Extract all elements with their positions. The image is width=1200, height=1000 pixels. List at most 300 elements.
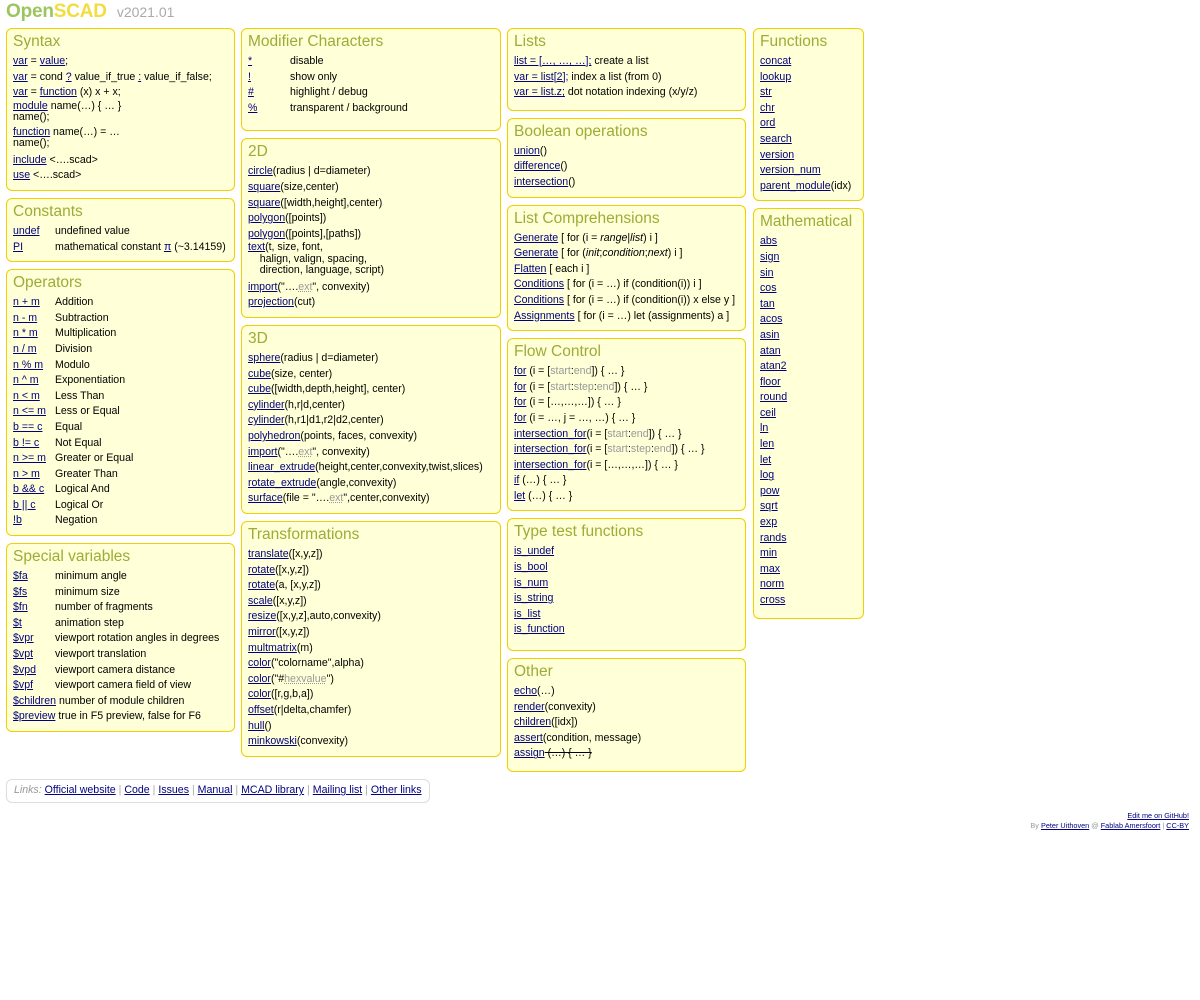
list-item: import("….ext", convexity) [248, 280, 370, 293]
link-separator: | [152, 784, 156, 796]
math-function-link[interactable]: floor [760, 375, 781, 388]
footer-link[interactable]: Manual [197, 784, 233, 796]
function-link[interactable]: str [760, 86, 772, 99]
table-row: PI mathematical constant π (~3.14159) [13, 240, 226, 253]
operator-link[interactable]: !b [13, 514, 22, 527]
children-line: $children number of module children [13, 694, 185, 707]
other-function-link[interactable]: render [514, 700, 545, 713]
table-row [13, 513, 133, 529]
table-row [13, 647, 219, 663]
list-item: linear_extrude(height,center,convexity,twist,slices) [248, 461, 483, 474]
list-item [760, 132, 857, 148]
import-link[interactable]: import [248, 445, 278, 458]
rotate-extrude-link[interactable]: rotate_extrude [248, 476, 317, 489]
table-row [13, 404, 133, 420]
function-link[interactable]: version_num [760, 164, 821, 177]
generate-link[interactable]: Generate [514, 247, 559, 260]
table-row [13, 311, 133, 327]
2d-title: 2D [248, 143, 268, 161]
list-item [760, 116, 857, 132]
link-separator: | [118, 784, 122, 796]
special-var-link[interactable]: $vpf [13, 679, 34, 692]
syntax-line-2: var = cond ? value_if_true : value_if_false; [13, 70, 212, 83]
transform-link[interactable]: rotate [248, 563, 276, 576]
table-row [248, 101, 408, 117]
operator-link[interactable]: b != c [13, 436, 40, 449]
let-link[interactable]: let [514, 489, 526, 502]
list-item [760, 234, 857, 250]
intersection-for-link[interactable]: intersection_for [514, 443, 587, 456]
list-item: offset(r|delta,chamfer) [248, 703, 352, 716]
modifier-desc: highlight / debug [290, 86, 368, 99]
math-function-link[interactable]: round [760, 391, 788, 404]
list-item [760, 281, 857, 297]
projection-link[interactable]: projection [248, 296, 294, 309]
special-var-desc: animation step [55, 616, 124, 629]
cylinder-link[interactable]: cylinder [248, 398, 285, 411]
conditions-link[interactable]: Conditions [514, 293, 565, 306]
list-item [760, 250, 857, 266]
list-item [760, 266, 857, 282]
type-test-link[interactable]: is_string [514, 592, 554, 605]
list-item: assert(condition, message) [514, 731, 642, 744]
table-row [13, 224, 226, 240]
modifier-link[interactable]: % [248, 101, 258, 114]
other-function-link[interactable]: echo [514, 685, 537, 698]
footer-link[interactable]: Mailing list [312, 784, 363, 796]
list-item: scale([x,y,z]) [248, 594, 307, 607]
intersection-for-link[interactable]: intersection_for [514, 427, 587, 440]
operator-link[interactable]: b || c [13, 498, 36, 511]
polygon-link[interactable]: polygon [248, 227, 286, 240]
transformations-list [248, 547, 494, 672]
constant-link[interactable]: undef [13, 224, 40, 237]
circle-link[interactable]: circle [248, 165, 273, 178]
transform-link[interactable]: color [248, 688, 271, 701]
preview-line: $preview true in F5 preview, false for F6 [13, 710, 201, 723]
list-item: projection(cut) [248, 296, 316, 309]
list-item [760, 148, 857, 164]
functions-title: Functions [760, 33, 828, 50]
for-link[interactable]: for [514, 380, 527, 393]
function-link[interactable]: concat [760, 55, 792, 67]
boolean-link[interactable]: union [514, 144, 540, 157]
functions-card [753, 28, 864, 201]
mathematical-title: Mathematical [760, 213, 853, 231]
list-item [760, 546, 857, 562]
list-item [760, 344, 857, 360]
math-function-link[interactable]: atan2 [760, 360, 787, 373]
function-link[interactable]: chr [760, 101, 775, 114]
syntax-line-7: use <….scad> [13, 169, 82, 182]
list-item [760, 54, 857, 70]
syntax-line-4: module name(…) { … } name(); [13, 99, 122, 124]
list-item: color("colorname",alpha) [248, 657, 364, 670]
math-function-link[interactable]: pow [760, 484, 780, 497]
polygon-link[interactable]: polygon [248, 212, 286, 225]
transform-link[interactable]: mirror [248, 625, 276, 638]
list-item: cube(size, center) [248, 367, 333, 380]
operators-table [13, 295, 133, 529]
operator-link[interactable]: n > m [13, 467, 40, 480]
modifier-link[interactable]: * [248, 55, 253, 67]
list-item [760, 562, 857, 578]
square-link[interactable]: square [248, 180, 281, 193]
table-row [248, 54, 408, 70]
function-link[interactable]: lookup [760, 70, 792, 83]
list-item: let (…) { … } [514, 489, 573, 502]
function-link[interactable]: ord [760, 117, 776, 130]
special-var-link[interactable]: $vpr [13, 632, 34, 645]
other-card [507, 658, 746, 772]
transform-link[interactable]: offset [248, 703, 274, 716]
syntax-var-link[interactable]: var [13, 70, 28, 83]
3d-card [241, 325, 501, 514]
list-item: square([width,height],center) [248, 196, 383, 209]
for-link[interactable]: for [514, 411, 527, 424]
cube-link[interactable]: cube [248, 367, 271, 380]
syntax-line-3: var = function (x) x + x; [13, 86, 121, 99]
operator-desc: Logical Or [55, 498, 104, 511]
type-test-title: Type test functions [514, 523, 644, 541]
operator-link[interactable]: n * m [13, 327, 38, 340]
special-variables-title: Special variables [13, 548, 131, 566]
table-row [13, 420, 133, 436]
flatten-link[interactable]: Flatten [514, 262, 547, 275]
list-comprehensions-card [507, 205, 746, 332]
list-item: color("#hexvalue") [248, 672, 334, 685]
version-label: v2021.01 [116, 4, 175, 20]
parent-module-link[interactable]: parent_module [760, 179, 831, 192]
operator-desc: Greater or Equal [55, 452, 134, 465]
math-function-link[interactable]: asin [760, 328, 780, 341]
operators-card [6, 269, 235, 536]
math-function-link[interactable]: cos [760, 282, 777, 295]
intersection-for-link[interactable]: intersection_for [514, 458, 587, 471]
mathematical-card [753, 208, 864, 618]
math-function-link[interactable]: max [760, 562, 781, 575]
surface-link[interactable]: surface [248, 492, 283, 505]
list-item [760, 577, 857, 593]
special-var-link[interactable]: $vpd [13, 663, 36, 676]
list-item [760, 468, 857, 484]
conditions-link[interactable]: Conditions [514, 278, 565, 291]
math-function-link[interactable]: tan [760, 297, 775, 310]
boolean-link[interactable]: difference [514, 160, 561, 173]
list-item [760, 70, 857, 86]
column-2 [241, 28, 501, 764]
operator-link[interactable]: b && c [13, 483, 45, 496]
list-item: Generate [ for (i = range|list) i ] [514, 231, 658, 244]
cylinder-link[interactable]: cylinder [248, 414, 285, 427]
link-separator: | [307, 784, 310, 796]
math-function-link[interactable]: atan [760, 344, 781, 357]
list-create-link[interactable]: list = […, …, …]; [514, 55, 592, 67]
special-var-desc: viewport translation [55, 648, 147, 661]
special-var-link[interactable]: $children [13, 694, 56, 707]
operator-desc: Less or Equal [55, 405, 120, 418]
list-item [760, 101, 857, 117]
table-row [13, 451, 133, 467]
list-item: Conditions [ for (i = …) if (condition(i)) x else y ] [514, 293, 736, 306]
list-item: square(size,center) [248, 180, 339, 193]
boolean-list [514, 144, 739, 191]
footer: Edit me on GitHub! By Peter Uithoven @ Fablab Amersfoort | CC-BY [1030, 811, 1189, 830]
list-item: cylinder(h,r|d,center) [248, 398, 345, 411]
square-link[interactable]: square [248, 196, 281, 209]
operator-desc: Negation [55, 514, 98, 527]
list-item: Flatten [ each i ] [514, 262, 590, 275]
math-function-link[interactable]: log [760, 469, 775, 482]
list-item: Assignments [ for (i = …) let (assignments) a ] [514, 309, 730, 322]
constant-link[interactable]: PI [13, 240, 24, 253]
operator-link[interactable]: n + m [13, 296, 40, 309]
type-test-link[interactable]: is_list [514, 607, 541, 620]
if-link[interactable]: if [514, 474, 520, 487]
math-function-link[interactable]: sign [760, 250, 780, 263]
operator-desc: Exponentiation [55, 374, 126, 387]
operator-link[interactable]: n % m [13, 358, 44, 371]
links-bar [6, 779, 430, 803]
list-item: echo(…) [514, 685, 555, 698]
other-function-link[interactable]: children [514, 716, 552, 729]
other-list [514, 684, 739, 746]
transform-link[interactable]: translate [248, 547, 289, 560]
type-test-link[interactable]: is_num [514, 576, 549, 589]
math-function-link[interactable]: sqrt [760, 500, 778, 513]
operator-link[interactable]: b == c [13, 420, 43, 433]
math-function-link[interactable]: let [760, 453, 772, 466]
other-title: Other [514, 663, 553, 681]
table-row [13, 373, 133, 389]
mathematical-list [760, 234, 857, 608]
special-var-link[interactable]: $fn [13, 601, 28, 614]
math-function-link[interactable]: sin [760, 266, 774, 279]
sphere-link[interactable]: sphere [248, 352, 281, 365]
type-test-link[interactable]: is_undef [514, 545, 555, 558]
syntax-module-link[interactable]: module [13, 99, 48, 112]
special-var-desc: viewport camera field of view [55, 679, 192, 692]
list-item: union() [514, 144, 547, 157]
math-function-link[interactable]: abs [760, 235, 778, 248]
operator-link[interactable]: n >= m [13, 452, 46, 465]
type-test-card [507, 518, 746, 651]
edit-on-github-link[interactable]: Edit me on GitHub! [1127, 811, 1189, 820]
modifier-link[interactable]: # [248, 86, 254, 99]
footer-link[interactable]: MCAD library [241, 784, 305, 796]
list-item: var = list.z; dot notation indexing (x/y/z) [514, 86, 698, 99]
list-item [760, 375, 857, 391]
operator-link[interactable]: n <= m [13, 405, 46, 418]
list-item [760, 437, 857, 453]
footer-link[interactable]: Other links [370, 784, 422, 796]
list-item [760, 406, 857, 422]
footer-link[interactable]: Official website [44, 784, 116, 796]
table-row [13, 498, 133, 514]
operator-link[interactable]: n / m [13, 342, 37, 355]
transformations-title: Transformations [248, 525, 360, 543]
list-item: resize([x,y,z],auto,convexity) [248, 610, 381, 623]
list-item: polygon([points]) [248, 212, 327, 225]
author-link[interactable]: Peter Uithoven [1040, 821, 1090, 830]
flow-control-card [507, 338, 746, 511]
cube-link[interactable]: cube [248, 383, 271, 396]
math-function-link[interactable]: exp [760, 516, 778, 529]
title-scad: SCAD [53, 1, 107, 22]
list-index-link[interactable]: var = list[2]; [514, 70, 569, 83]
transform-link[interactable]: scale [248, 594, 273, 607]
syntax-title: Syntax [13, 33, 61, 50]
list-item: intersection_for(i = [start:end]) { … } [514, 427, 682, 440]
title-open: Open [6, 1, 54, 22]
list-item: multmatrix(m) [248, 641, 313, 654]
generate-link[interactable]: Generate [514, 231, 559, 244]
table-row [13, 389, 133, 405]
syntax-include-link[interactable]: include [13, 153, 47, 166]
modifier-table [248, 54, 408, 116]
transform-link[interactable]: minkowski [248, 735, 297, 748]
type-test-link[interactable]: is_function [514, 623, 565, 636]
list-item: minkowski(convexity) [248, 735, 349, 748]
operator-link[interactable]: n < m [13, 389, 40, 402]
math-function-link[interactable]: ln [760, 422, 769, 435]
special-var-link[interactable]: $vpt [13, 648, 34, 661]
flow-control-title: Flow Control [514, 343, 601, 361]
link-separator: | [365, 784, 368, 796]
math-function-link[interactable]: cross [760, 594, 786, 606]
page-header [6, 1, 174, 25]
transform-link[interactable]: hull [248, 719, 265, 732]
operator-link[interactable]: n - m [13, 311, 38, 324]
list-item: cube([width,depth,height], center) [248, 383, 406, 396]
type-test-list [514, 544, 739, 638]
list-item [760, 328, 857, 344]
list-item [760, 390, 857, 406]
table-row [13, 467, 133, 483]
type-test-link[interactable]: is_bool [514, 561, 548, 574]
function-link[interactable]: search [760, 132, 792, 145]
list-item [514, 560, 739, 576]
import-link[interactable]: import [248, 280, 278, 293]
assignments-link[interactable]: Assignments [514, 309, 575, 322]
syntax-function-link[interactable]: function [39, 86, 77, 99]
special-var-link[interactable]: $fa [13, 570, 28, 583]
polyhedron-link[interactable]: polyhedron [248, 430, 301, 442]
text-link[interactable]: text [248, 241, 266, 254]
for-link[interactable]: for [514, 365, 527, 378]
pi-link[interactable]: π [163, 240, 172, 253]
for-link[interactable]: for [514, 396, 527, 409]
math-function-link[interactable]: len [760, 438, 775, 451]
list-item: if (…) { … } [514, 474, 567, 487]
list-item [514, 607, 739, 623]
footer-link[interactable]: Code [124, 784, 150, 796]
syntax-var-link[interactable]: var [13, 55, 28, 67]
special-var-link[interactable]: $preview [13, 710, 56, 723]
list-item: intersection_for(i = [start:step:end]) { … } [514, 443, 705, 456]
special-var-desc: viewport camera distance [55, 663, 176, 676]
table-row [13, 436, 133, 452]
list-item [760, 453, 857, 469]
list-item: rotate(a, [x,y,z]) [248, 579, 321, 592]
math-function-link[interactable]: norm [760, 578, 785, 591]
list-item [760, 163, 857, 179]
list-item: surface(file = "….ext",center,convexity) [248, 492, 430, 505]
list-item: text(t, size, font, halign, valign, spacing, direction, language, script) [248, 241, 385, 277]
math-function-link[interactable]: ceil [760, 406, 776, 419]
operator-desc: Logical And [55, 483, 110, 496]
syntax-value-link[interactable]: value [39, 55, 66, 67]
syntax-ternary-colon-link[interactable]: : [138, 70, 142, 83]
lists-title: Lists [514, 33, 546, 50]
function-link[interactable]: version [760, 148, 795, 161]
operator-link[interactable]: n ^ m [13, 374, 39, 387]
boolean-title: Boolean operations [514, 122, 648, 140]
transform-link[interactable]: color [248, 657, 271, 670]
transform-link[interactable]: rotate [248, 579, 276, 592]
list-item [760, 297, 857, 313]
list-item [760, 359, 857, 375]
operator-desc: Modulo [55, 358, 90, 371]
list-item: circle(radius | d=diameter) [248, 165, 371, 178]
list-dot-link[interactable]: var = list.z; [514, 86, 565, 99]
list-item: polygon([points],[paths]) [248, 227, 362, 240]
operator-desc: Greater Than [55, 467, 118, 480]
math-function-link[interactable]: rands [760, 531, 787, 544]
other-function-link[interactable]: assert [514, 731, 543, 744]
assign-link[interactable]: assign [514, 747, 545, 760]
special-var-link[interactable]: $t [13, 616, 22, 629]
transformations-list [248, 687, 494, 749]
linear-extrude-link[interactable]: linear_extrude [248, 461, 316, 474]
math-function-link[interactable]: min [760, 547, 778, 560]
modifier-title: Modifier Characters [248, 33, 384, 50]
table-row [13, 678, 219, 694]
special-var-desc: viewport rotation angles in degrees [55, 632, 220, 645]
list-item [760, 593, 857, 609]
list-item: rotate([x,y,z]) [248, 563, 310, 576]
fablab-link[interactable]: Fablab Amersfoort [1100, 821, 1161, 830]
syntax-line-1: var = value; [13, 55, 69, 67]
syntax-var-link[interactable]: var [13, 86, 28, 99]
modifier-link[interactable]: ! [248, 70, 251, 83]
list-item [760, 484, 857, 500]
transform-link[interactable]: multmatrix [248, 641, 297, 654]
special-var-link[interactable]: $fs [13, 585, 28, 598]
lists-card [507, 28, 746, 111]
column-1 [6, 28, 235, 739]
list-item: difference() [514, 160, 568, 173]
list-item: for (i = …, j = …, …) { … } [514, 411, 636, 424]
math-function-link[interactable]: acos [760, 313, 783, 326]
license-link[interactable]: CC-BY [1166, 821, 1189, 830]
syntax-use-link[interactable]: use [13, 169, 31, 182]
3d-title: 3D [248, 330, 268, 348]
list-item: var = list[2]; index a list (from 0) [514, 70, 662, 83]
list-item: children([idx]) [514, 716, 578, 729]
boolean-card [507, 118, 746, 198]
list-item: intersection_for(i = […,…,…]) { … } [514, 458, 678, 471]
list-item: hull() [248, 719, 272, 732]
footer-link[interactable]: Issues [158, 784, 189, 796]
list-item: polyhedron(points, faces, convexity) [248, 430, 417, 442]
syntax-ternary-link[interactable]: ? [65, 70, 72, 83]
transform-link[interactable]: resize [248, 610, 277, 623]
syntax-function-def-link[interactable]: function [13, 125, 51, 138]
list-item: for (i = […,…,…]) { … } [514, 396, 621, 409]
color-link[interactable]: color [248, 672, 271, 685]
boolean-link[interactable]: intersection [514, 175, 569, 188]
